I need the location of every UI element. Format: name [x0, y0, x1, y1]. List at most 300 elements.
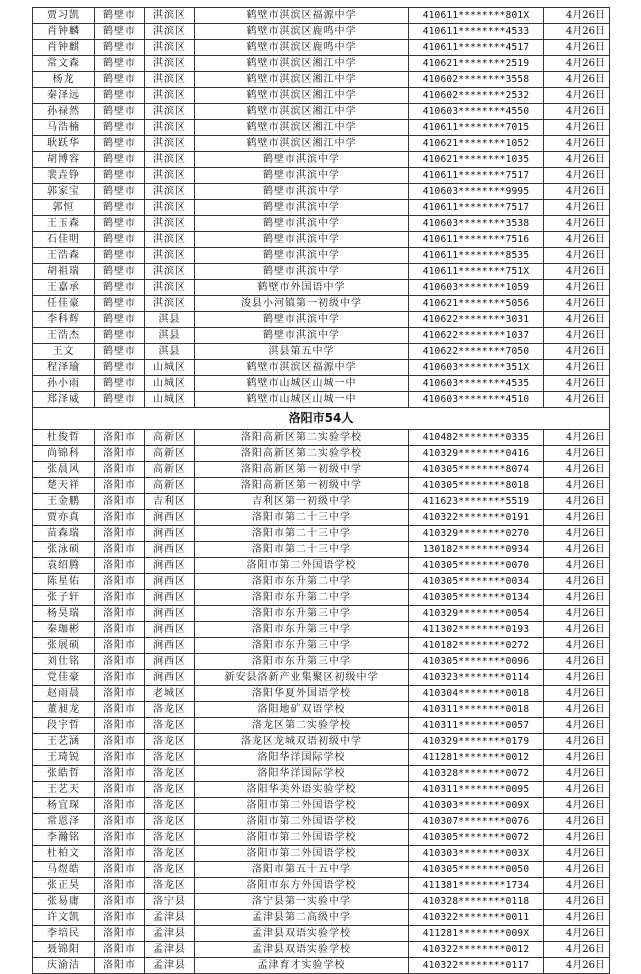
city-cell: 鹤壁市: [95, 104, 145, 120]
name-cell: 裴垚铮: [33, 168, 95, 184]
date-cell: 4月26日: [544, 296, 610, 312]
id-number-cell: 410329********0270: [409, 526, 544, 542]
school-cell: 淇县第五中学: [195, 344, 409, 360]
table-row: [33, 232, 610, 248]
id-number-cell: 410305********8018: [409, 478, 544, 494]
district-cell: 洛龙区: [145, 766, 195, 782]
results-table: [32, 7, 610, 974]
id-number-cell: 410322********0117: [409, 958, 544, 974]
table-row: [33, 344, 610, 360]
date-cell: 4月26日: [544, 344, 610, 360]
table-row: [33, 558, 610, 574]
district-cell: 涧西区: [145, 510, 195, 526]
id-number-cell: 410328********0072: [409, 766, 544, 782]
table-row: [33, 152, 610, 168]
school-cell: 鹤壁市淇滨区湘江中学: [195, 72, 409, 88]
district-cell: 山城区: [145, 376, 195, 392]
id-number-cell: 410622********1037: [409, 328, 544, 344]
date-cell: 4月26日: [544, 376, 610, 392]
district-cell: 洛龙区: [145, 702, 195, 718]
school-cell: 新安县洛新产业集聚区初级中学: [195, 670, 409, 686]
city-cell: 洛阳市: [95, 446, 145, 462]
city-cell: 洛阳市: [95, 558, 145, 574]
id-number-cell: 410307********0076: [409, 814, 544, 830]
date-cell: 4月26日: [544, 232, 610, 248]
city-cell: 鹤壁市: [95, 88, 145, 104]
name-cell: 孙禄然: [33, 104, 95, 120]
name-cell: 马浩楠: [33, 120, 95, 136]
school-cell: 洛阳高新区第一初级中学: [195, 462, 409, 478]
city-cell: 洛阳市: [95, 670, 145, 686]
city-cell: 鹤壁市: [95, 376, 145, 392]
district-cell: 高新区: [145, 478, 195, 494]
date-cell: 4月26日: [544, 574, 610, 590]
city-cell: 洛阳市: [95, 814, 145, 830]
district-cell: 高新区: [145, 462, 195, 478]
district-cell: 淇滨区: [145, 248, 195, 264]
id-number-cell: 410329********0416: [409, 446, 544, 462]
district-cell: 老城区: [145, 686, 195, 702]
section-heading: 洛阳市54人: [33, 408, 610, 430]
section-heading-row: [33, 408, 610, 430]
city-cell: 洛阳市: [95, 958, 145, 974]
table-row: [33, 430, 610, 446]
name-cell: 王文: [33, 344, 95, 360]
school-cell: 洛阳市东升第三中学: [195, 622, 409, 638]
district-cell: 淇滨区: [145, 8, 195, 24]
city-cell: 洛阳市: [95, 542, 145, 558]
city-cell: 洛阳市: [95, 462, 145, 478]
school-cell: 洛阳市东升第三中学: [195, 606, 409, 622]
name-cell: 苗森瑞: [33, 526, 95, 542]
id-number-cell: 410602********3558: [409, 72, 544, 88]
name-cell: 张泳硕: [33, 542, 95, 558]
name-cell: 杨龙: [33, 72, 95, 88]
table-row: [33, 168, 610, 184]
city-cell: 洛阳市: [95, 430, 145, 446]
id-number-cell: 410611********801X: [409, 8, 544, 24]
school-cell: 浚县小河镇第一初级中学: [195, 296, 409, 312]
name-cell: 石佳明: [33, 232, 95, 248]
id-number-cell: 410305********0072: [409, 830, 544, 846]
date-cell: 4月26日: [544, 638, 610, 654]
date-cell: 4月26日: [544, 40, 610, 56]
district-cell: 吉利区: [145, 494, 195, 510]
city-cell: 鹤壁市: [95, 248, 145, 264]
name-cell: 杨昊瑞: [33, 606, 95, 622]
name-cell: 王琦锐: [33, 750, 95, 766]
table-row: [33, 718, 610, 734]
id-number-cell: 410603********4510: [409, 392, 544, 408]
id-number-cell: 410611********7517: [409, 168, 544, 184]
name-cell: 党佳豪: [33, 670, 95, 686]
city-cell: 鹤壁市: [95, 56, 145, 72]
id-number-cell: 410322********0191: [409, 510, 544, 526]
date-cell: 4月26日: [544, 72, 610, 88]
date-cell: 4月26日: [544, 926, 610, 942]
district-cell: 淇滨区: [145, 296, 195, 312]
id-number-cell: 410311********0057: [409, 718, 544, 734]
city-cell: 洛阳市: [95, 894, 145, 910]
id-number-cell: 410305********0096: [409, 654, 544, 670]
city-cell: 洛阳市: [95, 478, 145, 494]
date-cell: 4月26日: [544, 56, 610, 72]
name-cell: 李科辉: [33, 312, 95, 328]
city-cell: 鹤壁市: [95, 8, 145, 24]
district-cell: 涧西区: [145, 574, 195, 590]
date-cell: 4月26日: [544, 734, 610, 750]
school-cell: 鹤壁市淇滨中学: [195, 168, 409, 184]
id-number-cell: 410305********0034: [409, 574, 544, 590]
school-cell: 鹤壁市淇滨中学: [195, 200, 409, 216]
id-number-cell: 410611********7516: [409, 232, 544, 248]
name-cell: 尚锦科: [33, 446, 95, 462]
date-cell: 4月26日: [544, 830, 610, 846]
district-cell: 涧西区: [145, 590, 195, 606]
school-cell: 鹤壁市淇滨区湘江中学: [195, 120, 409, 136]
id-number-cell: 410182********0272: [409, 638, 544, 654]
id-number-cell: 410329********0054: [409, 606, 544, 622]
district-cell: 淇县: [145, 328, 195, 344]
district-cell: 淇县: [145, 344, 195, 360]
date-cell: 4月26日: [544, 510, 610, 526]
table-row: [33, 766, 610, 782]
table-row: [33, 830, 610, 846]
table-row: [33, 216, 610, 232]
id-number-cell: 410621********1052: [409, 136, 544, 152]
table-row: [33, 878, 610, 894]
date-cell: 4月26日: [544, 526, 610, 542]
date-cell: 4月26日: [544, 686, 610, 702]
school-cell: 鹤壁市淇滨区湘江中学: [195, 88, 409, 104]
name-cell: 常文森: [33, 56, 95, 72]
id-number-cell: 410621********5056: [409, 296, 544, 312]
table-row: [33, 88, 610, 104]
table-row: [33, 462, 610, 478]
date-cell: 4月26日: [544, 136, 610, 152]
table-row: [33, 702, 610, 718]
district-cell: 山城区: [145, 392, 195, 408]
district-cell: 涧西区: [145, 542, 195, 558]
school-cell: 鹤壁市淇滨区鹿鸣中学: [195, 40, 409, 56]
name-cell: 贾亦真: [33, 510, 95, 526]
table-row: [33, 686, 610, 702]
id-number-cell: 410323********0114: [409, 670, 544, 686]
district-cell: 孟津县: [145, 926, 195, 942]
city-cell: 鹤壁市: [95, 40, 145, 56]
id-number-cell: 411381********1734: [409, 878, 544, 894]
school-cell: 鹤壁市外国语中学: [195, 280, 409, 296]
district-cell: 洛龙区: [145, 750, 195, 766]
name-cell: 许文凯: [33, 910, 95, 926]
city-cell: 洛阳市: [95, 654, 145, 670]
name-cell: 王玉森: [33, 216, 95, 232]
id-number-cell: 410603********9995: [409, 184, 544, 200]
table-row: [33, 542, 610, 558]
name-cell: 张展硕: [33, 638, 95, 654]
id-number-cell: 410622********7050: [409, 344, 544, 360]
id-number-cell: 410603********351X: [409, 360, 544, 376]
id-number-cell: 410611********8535: [409, 248, 544, 264]
table-row: [33, 312, 610, 328]
school-cell: 鹤壁市淇滨区鹿鸣中学: [195, 24, 409, 40]
city-cell: 洛阳市: [95, 942, 145, 958]
table-row: [33, 814, 610, 830]
table-row: [33, 478, 610, 494]
name-cell: 董昶龙: [33, 702, 95, 718]
city-cell: 鹤壁市: [95, 152, 145, 168]
name-cell: 肖钟麒: [33, 40, 95, 56]
date-cell: 4月26日: [544, 184, 610, 200]
district-cell: 淇滨区: [145, 200, 195, 216]
date-cell: 4月26日: [544, 216, 610, 232]
name-cell: 杜俊哲: [33, 430, 95, 446]
school-cell: 孟津育才实验学校: [195, 958, 409, 974]
table-row: [33, 280, 610, 296]
city-cell: 洛阳市: [95, 702, 145, 718]
date-cell: 4月26日: [544, 670, 610, 686]
id-number-cell: 130182********0934: [409, 542, 544, 558]
id-number-cell: 410611********4517: [409, 40, 544, 56]
district-cell: 洛龙区: [145, 734, 195, 750]
name-cell: 任佳豪: [33, 296, 95, 312]
table-row: [33, 104, 610, 120]
date-cell: 4月26日: [544, 248, 610, 264]
table-row: [33, 894, 610, 910]
table-row: [33, 606, 610, 622]
date-cell: 4月26日: [544, 894, 610, 910]
city-cell: 鹤壁市: [95, 216, 145, 232]
name-cell: 王嘉承: [33, 280, 95, 296]
table-row: [33, 328, 610, 344]
district-cell: 涧西区: [145, 558, 195, 574]
table-row: [33, 798, 610, 814]
date-cell: 4月26日: [544, 910, 610, 926]
school-cell: 洛阳市第二外国语学校: [195, 846, 409, 862]
id-number-cell: 410305********0050: [409, 862, 544, 878]
date-cell: 4月26日: [544, 120, 610, 136]
school-cell: 洛阳市第二外国语学校: [195, 798, 409, 814]
district-cell: 涧西区: [145, 622, 195, 638]
name-cell: 肖钟麟: [33, 24, 95, 40]
school-cell: 洛龙区第二实验学校: [195, 718, 409, 734]
table-row: [33, 910, 610, 926]
city-cell: 鹤壁市: [95, 264, 145, 280]
school-cell: 鹤壁市淇滨中学: [195, 232, 409, 248]
name-cell: 王艺天: [33, 782, 95, 798]
date-cell: 4月26日: [544, 702, 610, 718]
name-cell: 胡祖瑞: [33, 264, 95, 280]
school-cell: 洛阳市东升第二中学: [195, 590, 409, 606]
district-cell: 洛龙区: [145, 878, 195, 894]
date-cell: 4月26日: [544, 542, 610, 558]
name-cell: 秦珈彬: [33, 622, 95, 638]
district-cell: 涧西区: [145, 670, 195, 686]
city-cell: 洛阳市: [95, 526, 145, 542]
id-number-cell: 410305********8074: [409, 462, 544, 478]
id-number-cell: 410328********0118: [409, 894, 544, 910]
date-cell: 4月26日: [544, 862, 610, 878]
table-row: [33, 72, 610, 88]
table-row: [33, 958, 610, 974]
id-number-cell: 410603********3538: [409, 216, 544, 232]
table-row: [33, 296, 610, 312]
id-number-cell: 410621********2519: [409, 56, 544, 72]
date-cell: 4月26日: [544, 622, 610, 638]
city-cell: 洛阳市: [95, 718, 145, 734]
district-cell: 高新区: [145, 430, 195, 446]
district-cell: 淇滨区: [145, 184, 195, 200]
city-cell: 洛阳市: [95, 590, 145, 606]
district-cell: 洛龙区: [145, 718, 195, 734]
date-cell: 4月26日: [544, 430, 610, 446]
school-cell: 孟津县双语实验学校: [195, 942, 409, 958]
city-cell: 洛阳市: [95, 606, 145, 622]
school-cell: 洛阳市东升第三中学: [195, 638, 409, 654]
table-row: [33, 392, 610, 408]
name-cell: 王艺涵: [33, 734, 95, 750]
table-row: [33, 846, 610, 862]
city-cell: 鹤壁市: [95, 120, 145, 136]
date-cell: 4月26日: [544, 766, 610, 782]
id-number-cell: 410611********7015: [409, 120, 544, 136]
id-number-cell: 410611********7517: [409, 200, 544, 216]
table-row: [33, 494, 610, 510]
id-number-cell: 411281********009X: [409, 926, 544, 942]
date-cell: 4月26日: [544, 152, 610, 168]
school-cell: 洛阳高新区第二实验学校: [195, 446, 409, 462]
district-cell: 淇滨区: [145, 152, 195, 168]
date-cell: 4月26日: [544, 264, 610, 280]
school-cell: 鹤壁市山城区山城一中: [195, 376, 409, 392]
district-cell: 淇滨区: [145, 72, 195, 88]
date-cell: 4月26日: [544, 942, 610, 958]
city-cell: 鹤壁市: [95, 232, 145, 248]
table-row: [33, 360, 610, 376]
district-cell: 孟津县: [145, 958, 195, 974]
city-cell: 洛阳市: [95, 846, 145, 862]
school-cell: 洛阳华美外语实验学校: [195, 782, 409, 798]
id-number-cell: 410602********2532: [409, 88, 544, 104]
id-number-cell: 410621********1035: [409, 152, 544, 168]
school-cell: 洛阳市第二十三中学: [195, 510, 409, 526]
name-cell: 张易庸: [33, 894, 95, 910]
city-cell: 洛阳市: [95, 878, 145, 894]
school-cell: 鹤壁市淇滨中学: [195, 264, 409, 280]
name-cell: 王浩森: [33, 248, 95, 264]
table-row: [33, 734, 610, 750]
name-cell: 郭恒: [33, 200, 95, 216]
city-cell: 鹤壁市: [95, 136, 145, 152]
date-cell: 4月26日: [544, 446, 610, 462]
table-row: [33, 40, 610, 56]
name-cell: 郭家宝: [33, 184, 95, 200]
school-cell: 洛阳市第二十三中学: [195, 526, 409, 542]
city-cell: 洛阳市: [95, 734, 145, 750]
table-row: [33, 654, 610, 670]
city-cell: 洛阳市: [95, 798, 145, 814]
table-row: [33, 638, 610, 654]
id-number-cell: 410303********009X: [409, 798, 544, 814]
name-cell: 段宇哲: [33, 718, 95, 734]
name-cell: 贾习凯: [33, 8, 95, 24]
id-number-cell: 410482********0335: [409, 430, 544, 446]
school-cell: 洛阳华洋国际学校: [195, 750, 409, 766]
name-cell: 程泽瑜: [33, 360, 95, 376]
date-cell: 4月26日: [544, 24, 610, 40]
district-cell: 洛龙区: [145, 846, 195, 862]
district-cell: 高新区: [145, 446, 195, 462]
name-cell: 耿跃华: [33, 136, 95, 152]
table-row: [33, 750, 610, 766]
district-cell: 洛龙区: [145, 830, 195, 846]
results-table-body: [33, 8, 610, 974]
id-number-cell: 410322********0012: [409, 942, 544, 958]
school-cell: 孟津县第二高级中学: [195, 910, 409, 926]
name-cell: 赵雨晨: [33, 686, 95, 702]
table-row: [33, 862, 610, 878]
district-cell: 洛龙区: [145, 798, 195, 814]
school-cell: 洛阳市东升第三中学: [195, 654, 409, 670]
city-cell: 鹤壁市: [95, 360, 145, 376]
date-cell: 4月26日: [544, 8, 610, 24]
district-cell: 孟津县: [145, 910, 195, 926]
district-cell: 洛龙区: [145, 782, 195, 798]
district-cell: 淇滨区: [145, 136, 195, 152]
school-cell: 洛阳华洋国际学校: [195, 766, 409, 782]
date-cell: 4月26日: [544, 798, 610, 814]
school-cell: 鹤壁市淇滨中学: [195, 152, 409, 168]
school-cell: 洛阳华夏外国语学校: [195, 686, 409, 702]
city-cell: 鹤壁市: [95, 344, 145, 360]
district-cell: 淇滨区: [145, 232, 195, 248]
city-cell: 鹤壁市: [95, 200, 145, 216]
id-number-cell: 410322********0011: [409, 910, 544, 926]
district-cell: 涧西区: [145, 638, 195, 654]
school-cell: 洛阳高新区第二实验学校: [195, 430, 409, 446]
name-cell: 胡博容: [33, 152, 95, 168]
school-cell: 洛阳市第二外国语学校: [195, 814, 409, 830]
name-cell: 常恩泽: [33, 814, 95, 830]
name-cell: 王浩杰: [33, 328, 95, 344]
date-cell: 4月26日: [544, 312, 610, 328]
school-cell: 洛阳地矿双语学校: [195, 702, 409, 718]
table-row: [33, 24, 610, 40]
table-row: [33, 446, 610, 462]
id-number-cell: 410303********003X: [409, 846, 544, 862]
district-cell: 洛龙区: [145, 814, 195, 830]
district-cell: 淇滨区: [145, 264, 195, 280]
id-number-cell: 411623********5519: [409, 494, 544, 510]
city-cell: 洛阳市: [95, 574, 145, 590]
district-cell: 涧西区: [145, 654, 195, 670]
table-row: [33, 184, 610, 200]
school-cell: 洛阳市第二外国语学校: [195, 558, 409, 574]
id-number-cell: 410622********3031: [409, 312, 544, 328]
city-cell: 洛阳市: [95, 638, 145, 654]
city-cell: 洛阳市: [95, 862, 145, 878]
date-cell: 4月26日: [544, 846, 610, 862]
city-cell: 洛阳市: [95, 510, 145, 526]
city-cell: 洛阳市: [95, 750, 145, 766]
date-cell: 4月26日: [544, 360, 610, 376]
date-cell: 4月26日: [544, 328, 610, 344]
name-cell: 张子轩: [33, 590, 95, 606]
district-cell: 淇滨区: [145, 56, 195, 72]
table-row: [33, 376, 610, 392]
table-row: [33, 622, 610, 638]
district-cell: 淇滨区: [145, 88, 195, 104]
